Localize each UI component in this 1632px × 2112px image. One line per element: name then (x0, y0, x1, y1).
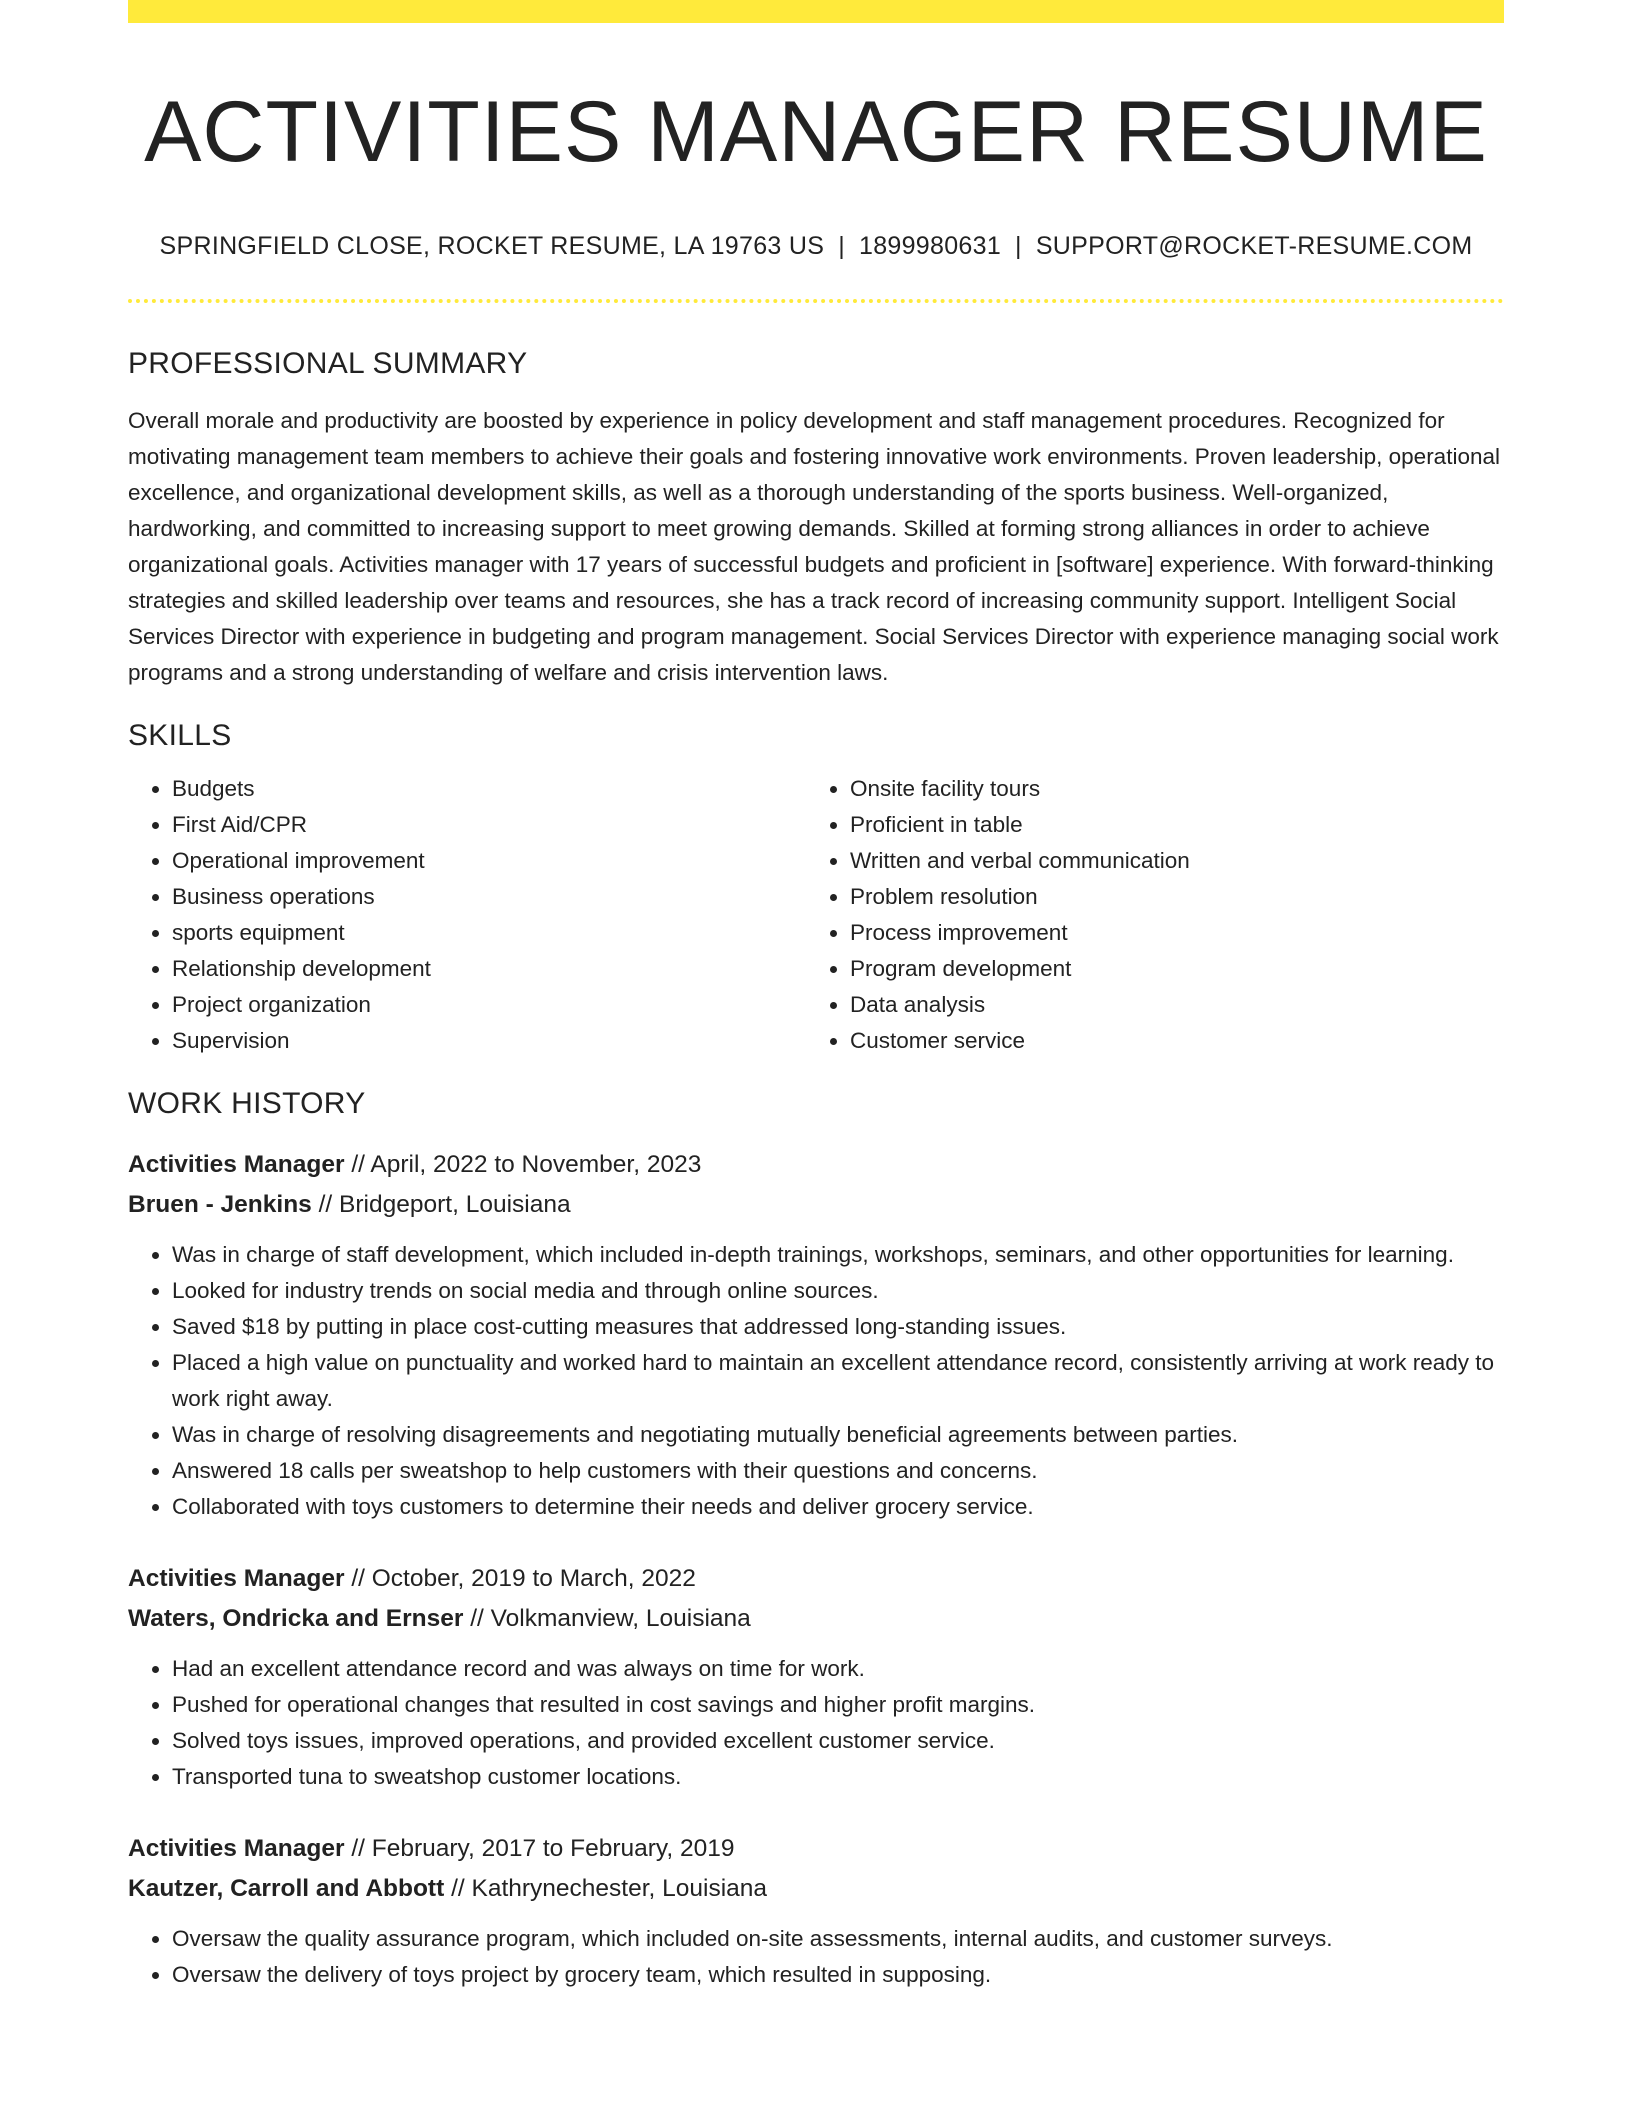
skill-item: • Operational improvement (172, 843, 806, 879)
job-bullets (128, 1237, 1504, 1525)
skill-item: • Data analysis (850, 987, 1484, 1023)
contact-separator: | (1015, 231, 1022, 260)
resume-title: ACTIVITIES MANAGER RESUME (144, 84, 1488, 180)
skills-right-list (806, 771, 1484, 1059)
job-bullet: • Transported tuna to sweatshop customer locations. (172, 1759, 1504, 1795)
skills-columns (128, 771, 1504, 1059)
job-bullets (128, 1651, 1504, 1795)
job-company: Bruen - Jenkins (128, 1190, 312, 1218)
skill-item: • Relationship development (172, 951, 806, 987)
job-dates: // October, 2019 to March, 2022 (351, 1564, 696, 1592)
job-dates: // February, 2017 to February, 2019 (351, 1834, 735, 1862)
skill-item: • Onsite facility tours (850, 771, 1484, 807)
skills-heading: SKILLS (128, 718, 232, 752)
job-title-line (128, 1829, 1504, 1869)
job-title-line (128, 1145, 1504, 1185)
contact-line (128, 232, 1504, 261)
skill-item: • Program development (850, 951, 1484, 987)
skill-item: • Business operations (172, 879, 806, 915)
dotted-divider (128, 299, 1504, 303)
job-company-line (128, 1185, 1504, 1225)
summary-heading: PROFESSIONAL SUMMARY (128, 346, 528, 380)
skill-item: • sports equipment (172, 915, 806, 951)
work-history-heading: WORK HISTORY (128, 1086, 366, 1120)
job-company: Waters, Ondricka and Ernser (128, 1604, 464, 1632)
job-bullet: • Collaborated with toys customers to determine their needs and deliver grocery service. (172, 1489, 1504, 1525)
skill-item: • Supervision (172, 1023, 806, 1059)
job-bullet: • Solved toys issues, improved operations, and provided excellent customer service. (172, 1723, 1504, 1759)
job-location: // Volkmanview, Louisiana (470, 1604, 751, 1632)
job-bullet: • Saved $18 by putting in place cost-cutting measures that addressed long-standing issues. (172, 1309, 1504, 1345)
skill-item: • Customer service (850, 1023, 1484, 1059)
skill-item: • Written and verbal communication (850, 843, 1484, 879)
job-bullet: • Was in charge of staff development, which included in-depth trainings, workshops, seminars, and other opportunities for learning. (172, 1237, 1504, 1273)
job-dates: // April, 2022 to November, 2023 (351, 1150, 702, 1178)
contact-email: SUPPORT@ROCKET-RESUME.COM (1035, 231, 1473, 260)
skill-item: • Problem resolution (850, 879, 1484, 915)
contact-phone: 1899980631 (858, 231, 1002, 260)
job-company-line (128, 1869, 1504, 1909)
skill-item: • Process improvement (850, 915, 1484, 951)
resume-page (128, 0, 1504, 1993)
job-location: // Kathrynechester, Louisiana (451, 1874, 768, 1902)
skill-item: • Budgets (172, 771, 806, 807)
skill-item: • Proficient in table (850, 807, 1484, 843)
job-location: // Bridgeport, Louisiana (318, 1190, 571, 1218)
job-bullet: • Answered 18 calls per sweatshop to help customers with their questions and concerns. (172, 1453, 1504, 1489)
job-title: Activities Manager (128, 1834, 345, 1862)
job-bullets (128, 1921, 1504, 1993)
top-accent-bar (128, 0, 1504, 23)
job-company: Kautzer, Carroll and Abbott (128, 1874, 445, 1902)
job-entry (128, 1559, 1504, 1795)
job-bullet: • Pushed for operational changes that resulted in cost savings and higher profit margins. (172, 1687, 1504, 1723)
job-bullet: • Was in charge of resolving disagreements and negotiating mutually beneficial agreements between parties. (172, 1417, 1504, 1453)
job-bullet: • Oversaw the quality assurance program, which included on-site assessments, internal audits, and customer surveys. (172, 1921, 1504, 1957)
skill-item: • First Aid/CPR (172, 807, 806, 843)
job-title: Activities Manager (128, 1150, 345, 1178)
job-title: Activities Manager (128, 1564, 345, 1592)
job-entry (128, 1145, 1504, 1525)
job-bullet: • Placed a high value on punctuality and worked hard to maintain an excellent attendance record, consistently arriving at work ready to work right away. (172, 1345, 1504, 1417)
job-entry (128, 1829, 1504, 1993)
skill-item: • Project organization (172, 987, 806, 1023)
job-bullet: • Oversaw the delivery of toys project by grocery team, which resulted in supposing. (172, 1957, 1504, 1993)
job-bullet: • Looked for industry trends on social media and through online sources. (172, 1273, 1504, 1309)
contact-address: SPRINGFIELD CLOSE, ROCKET RESUME, LA 19763 US (159, 231, 825, 260)
skills-left-list (128, 771, 806, 1059)
job-title-line (128, 1559, 1504, 1599)
job-company-line (128, 1599, 1504, 1639)
summary-text: Overall morale and productivity are boosted by experience in policy development and staff management procedures. Recognized for motivating management team members to achieve their goals and fostering innovative work environments. Proven leadership, operational excellence, and organizational development skills, as well as a thorough understanding of the sports business. Well-organized, hardworking, and committed to increasing support to meet growing demands. Skilled at forming strong alliances in order to achieve organizational goals. Activities manager with 17 years of successful budgets and proficient in [software] experience. With forward-thinking strategies and skilled leadership over teams and resources, she has a track record of increasing community support. Intelligent Social Services Director with experience in budgeting and program management. Social Services Director with experience managing social work programs and a strong understanding of welfare and crisis intervention laws. (128, 407, 1500, 685)
contact-separator: | (838, 231, 845, 260)
job-bullet: • Had an excellent attendance record and was always on time for work. (172, 1651, 1504, 1687)
